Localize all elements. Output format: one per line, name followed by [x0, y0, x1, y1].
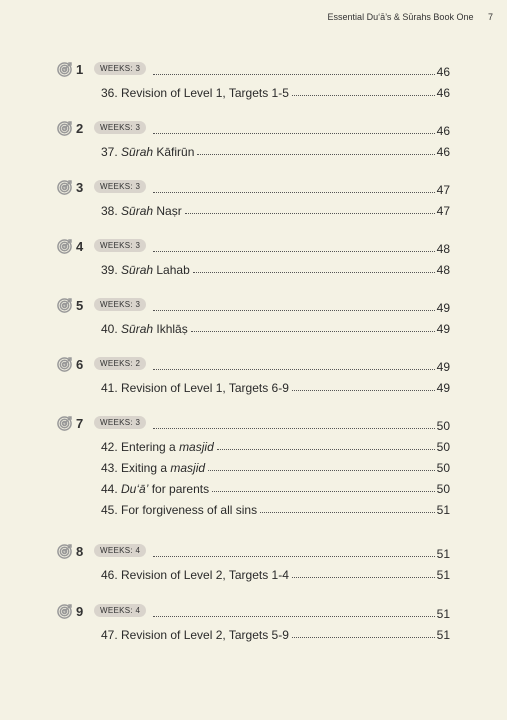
entry-title-text: 43. Exiting a — [101, 461, 171, 475]
page-ref[interactable]: 46 — [436, 124, 450, 138]
page-ref: 46 — [436, 86, 450, 100]
target-row — [57, 58, 450, 79]
toc-entry[interactable] — [57, 138, 450, 159]
weeks-badge: WEEKS: 2 — [94, 357, 146, 370]
page-ref: 51 — [436, 628, 450, 642]
weeks-badge: WEEKS: 4 — [94, 544, 146, 557]
page-ref[interactable]: 51 — [436, 547, 450, 561]
toc-entry[interactable] — [57, 79, 450, 100]
dot-leader — [153, 251, 434, 252]
target-number: 3 — [76, 180, 84, 195]
page-ref[interactable]: 51 — [436, 607, 450, 621]
toc-section — [57, 117, 450, 159]
toc-entry[interactable] — [57, 315, 450, 336]
target-icon — [57, 121, 72, 136]
toc-entry[interactable] — [57, 475, 450, 496]
dot-leader — [193, 272, 435, 273]
weeks-badge: WEEKS: 3 — [94, 121, 146, 134]
dot-leader — [153, 428, 434, 429]
entry-title — [101, 482, 209, 496]
target-icon — [57, 239, 72, 254]
entry-title — [101, 628, 289, 642]
target-icon — [57, 416, 72, 431]
toc-entry[interactable] — [57, 561, 450, 582]
page-ref: 46 — [436, 145, 450, 159]
page-ref[interactable]: 48 — [436, 242, 450, 256]
page-ref: 48 — [436, 263, 450, 277]
entry-title-text: 38. — [101, 204, 122, 218]
weeks-badge: WEEKS: 3 — [94, 239, 146, 252]
page-ref: 50 — [436, 461, 450, 475]
toc-section — [57, 176, 450, 218]
dot-leader — [191, 331, 435, 332]
dot-leader — [153, 192, 434, 193]
entry-title-text: 37. — [101, 145, 122, 159]
page-ref[interactable]: 49 — [436, 360, 450, 374]
page-number: 7 — [487, 12, 493, 22]
target-number: 4 — [76, 239, 84, 254]
dot-leader — [153, 369, 434, 370]
dot-leader — [292, 577, 435, 578]
entry-title-italic: Sūrah — [121, 204, 154, 218]
dot-leader — [212, 491, 435, 492]
entry-title — [101, 503, 257, 517]
dot-leader — [260, 512, 435, 513]
entry-title-text: 45. For forgiveness of all sins — [101, 503, 258, 517]
entry-title — [101, 461, 205, 475]
entry-title-text: 40. — [101, 322, 122, 336]
target-row — [57, 176, 450, 197]
page-ref: 49 — [436, 322, 450, 336]
entry-title-italic: masjid — [170, 461, 206, 475]
dot-leader — [208, 470, 435, 471]
page-ref[interactable]: 49 — [436, 301, 450, 315]
toc-section — [57, 540, 450, 582]
target-number: 1 — [76, 62, 84, 77]
toc-entry[interactable] — [57, 374, 450, 395]
toc-section — [57, 412, 450, 517]
entry-title-text: 36. Revision of Level 1, Targets 1-5 — [101, 86, 289, 100]
entry-title-suffix: Ikhlāṣ — [153, 322, 188, 336]
weeks-badge: WEEKS: 3 — [94, 180, 146, 193]
target-row — [57, 540, 450, 561]
toc-section — [57, 600, 450, 642]
dot-leader — [197, 154, 434, 155]
entry-title — [101, 204, 182, 218]
weeks-badge: WEEKS: 3 — [94, 416, 146, 429]
entry-title — [101, 322, 188, 336]
entry-title-suffix: Kāfirūn — [153, 145, 195, 159]
target-icon — [57, 298, 72, 313]
entry-title-text: 42. Entering a — [101, 440, 180, 454]
page-ref: 47 — [436, 204, 450, 218]
dot-leader — [153, 616, 434, 617]
target-icon — [57, 180, 72, 195]
target-row — [57, 235, 450, 256]
target-number: 2 — [76, 121, 84, 136]
book-title: Essential Du‘ā’s & Sūrahs Book One — [327, 12, 474, 22]
entry-title-text: 47. Revision of Level 2, Targets 5-9 — [101, 628, 289, 642]
page-ref[interactable]: 47 — [436, 183, 450, 197]
entry-title-italic: Sūrah — [121, 263, 154, 277]
page-ref: 51 — [436, 503, 450, 517]
entry-title — [101, 86, 289, 100]
target-number: 8 — [76, 544, 84, 559]
page-ref[interactable]: 50 — [436, 419, 450, 433]
entry-title-text: 44. — [101, 482, 122, 496]
entry-title-suffix: for parents — [148, 482, 210, 496]
target-row — [57, 294, 450, 315]
toc-section — [57, 294, 450, 336]
entry-title-suffix: Naṣr — [153, 204, 182, 218]
toc-entry[interactable] — [57, 256, 450, 277]
page-ref: 51 — [436, 568, 450, 582]
target-icon — [57, 604, 72, 619]
entry-title — [101, 440, 214, 454]
dot-leader — [292, 637, 435, 638]
entry-title-italic: Du‘ā’ — [121, 482, 149, 496]
toc-entry[interactable] — [57, 621, 450, 642]
dot-leader — [185, 213, 435, 214]
weeks-badge: WEEKS: 3 — [94, 298, 146, 311]
page-ref: 50 — [436, 482, 450, 496]
target-row — [57, 412, 450, 433]
entry-title-text: 39. — [101, 263, 122, 277]
toc-entry[interactable] — [57, 496, 450, 517]
target-row — [57, 117, 450, 138]
entry-title-text: 41. Revision of Level 1, Targets 6-9 — [101, 381, 289, 395]
entry-title-italic: Sūrah — [121, 322, 154, 336]
page-ref: 49 — [436, 381, 450, 395]
target-number: 7 — [76, 416, 84, 431]
entry-title — [101, 381, 289, 395]
entry-title — [101, 568, 289, 582]
toc-entry[interactable] — [57, 433, 450, 454]
weeks-badge: WEEKS: 4 — [94, 604, 146, 617]
page-ref: 50 — [436, 440, 450, 454]
target-icon — [57, 357, 72, 372]
target-row — [57, 600, 450, 621]
toc-section — [57, 353, 450, 395]
running-header — [328, 12, 493, 22]
dot-leader — [292, 390, 435, 391]
target-number: 9 — [76, 604, 84, 619]
dot-leader — [153, 310, 434, 311]
toc-entry[interactable] — [57, 454, 450, 475]
dot-leader — [217, 449, 435, 450]
target-icon — [57, 544, 72, 559]
entry-title-italic: Sūrah — [121, 145, 154, 159]
entry-title — [101, 145, 194, 159]
toc-section — [57, 58, 450, 100]
entry-title-italic: masjid — [179, 440, 214, 454]
dot-leader — [153, 74, 434, 75]
entry-title-text: 46. Revision of Level 2, Targets 1-4 — [101, 568, 289, 582]
entry-title-suffix: Lahab — [153, 263, 190, 277]
target-number: 5 — [76, 298, 84, 313]
entry-title — [101, 263, 190, 277]
dot-leader — [153, 556, 434, 557]
toc-entry[interactable] — [57, 197, 450, 218]
target-icon — [57, 62, 72, 77]
target-number: 6 — [76, 357, 84, 372]
dot-leader — [292, 95, 435, 96]
page-ref[interactable]: 46 — [436, 65, 450, 79]
weeks-badge: WEEKS: 3 — [94, 62, 146, 75]
dot-leader — [153, 133, 434, 134]
target-row — [57, 353, 450, 374]
toc-section — [57, 235, 450, 277]
